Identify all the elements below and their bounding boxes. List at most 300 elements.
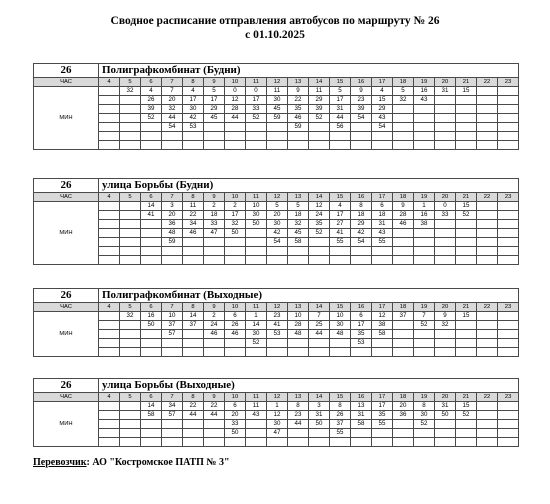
- minute-cell: 33: [246, 105, 267, 114]
- minute-cell: [393, 247, 414, 256]
- route-name: Полиграфкомбинат (Выходные): [99, 289, 519, 303]
- minute-cell: [372, 438, 393, 447]
- minute-cell: [120, 339, 141, 348]
- minute-cell: 52: [456, 211, 477, 220]
- hour-cell: 16: [351, 393, 372, 402]
- minute-cell: [204, 420, 225, 429]
- minute-cell: [120, 123, 141, 132]
- minute-cell: [435, 229, 456, 238]
- hour-cell: 12: [267, 393, 288, 402]
- minute-cell: 30: [183, 105, 204, 114]
- minute-cell: [414, 132, 435, 141]
- minutes-row: [34, 247, 519, 256]
- minute-cell: 33: [204, 220, 225, 229]
- minute-cell: 4: [330, 202, 351, 211]
- hour-cell: 19: [414, 193, 435, 202]
- minute-cell: [99, 348, 120, 357]
- hour-cell: 16: [351, 78, 372, 87]
- minute-cell: 37: [183, 321, 204, 330]
- schedule-table-1: [33, 178, 519, 265]
- minute-cell: 8: [414, 402, 435, 411]
- minute-cell: 46: [393, 220, 414, 229]
- minute-cell: [393, 105, 414, 114]
- minute-cell: 47: [204, 229, 225, 238]
- hours-row: [34, 193, 519, 202]
- minute-cell: [183, 420, 204, 429]
- route-name: Полиграфкомбинат (Будни): [99, 64, 519, 78]
- minute-cell: [393, 420, 414, 429]
- hour-cell: 21: [456, 393, 477, 402]
- minute-cell: 45: [288, 229, 309, 238]
- minute-cell: 42: [351, 229, 372, 238]
- hour-cell: 23: [498, 78, 519, 87]
- minute-cell: [120, 114, 141, 123]
- minute-cell: [351, 247, 372, 256]
- minute-cell: [162, 132, 183, 141]
- minute-cell: 15: [456, 402, 477, 411]
- minute-cell: [372, 348, 393, 357]
- minute-cell: [477, 96, 498, 105]
- minute-cell: 54: [372, 123, 393, 132]
- hour-cell: 22: [477, 78, 498, 87]
- minute-cell: 53: [183, 123, 204, 132]
- minute-cell: 14: [183, 312, 204, 321]
- hour-cell: 19: [414, 393, 435, 402]
- minute-cell: 32: [435, 321, 456, 330]
- minute-cell: [414, 229, 435, 238]
- minute-cell: [99, 312, 120, 321]
- minute-cell: [498, 105, 519, 114]
- minute-cell: [309, 256, 330, 265]
- minute-cell: [162, 429, 183, 438]
- minute-cell: 27: [330, 220, 351, 229]
- minute-cell: 45: [267, 105, 288, 114]
- minute-cell: [309, 123, 330, 132]
- minute-cell: [120, 238, 141, 247]
- hour-cell: 22: [477, 303, 498, 312]
- minute-cell: 10: [246, 202, 267, 211]
- minute-cell: 16: [414, 211, 435, 220]
- minute-cell: [477, 339, 498, 348]
- minute-cell: [120, 211, 141, 220]
- minute-cell: 17: [225, 211, 246, 220]
- minute-cell: [141, 420, 162, 429]
- minute-cell: [267, 141, 288, 150]
- minute-cell: [435, 132, 456, 141]
- minute-cell: [456, 220, 477, 229]
- minute-cell: [99, 114, 120, 123]
- minutes-row: [34, 312, 519, 321]
- minute-cell: [99, 247, 120, 256]
- minute-cell: [351, 123, 372, 132]
- minute-cell: 7: [414, 312, 435, 321]
- minute-cell: [204, 132, 225, 141]
- minute-cell: [288, 132, 309, 141]
- minute-cell: [99, 411, 120, 420]
- minute-cell: 17: [330, 96, 351, 105]
- hour-cell: 17: [372, 303, 393, 312]
- minute-cell: 50: [246, 220, 267, 229]
- minute-cell: [498, 312, 519, 321]
- minute-cell: [456, 321, 477, 330]
- minute-cell: 35: [351, 330, 372, 339]
- minute-cell: [477, 348, 498, 357]
- minute-cell: 17: [246, 96, 267, 105]
- hour-cell: 7: [162, 393, 183, 402]
- minute-cell: 31: [372, 220, 393, 229]
- minute-cell: [267, 438, 288, 447]
- minute-cell: [120, 438, 141, 447]
- minute-cell: 55: [372, 420, 393, 429]
- minute-cell: [141, 238, 162, 247]
- minute-cell: [477, 330, 498, 339]
- minute-cell: [99, 229, 120, 238]
- minute-cell: [99, 96, 120, 105]
- minute-cell: 6: [225, 402, 246, 411]
- hour-cell: 10: [225, 193, 246, 202]
- minute-cell: [414, 247, 435, 256]
- minute-cell: [267, 132, 288, 141]
- hour-cell: 8: [183, 78, 204, 87]
- minute-cell: [393, 429, 414, 438]
- minute-cell: [267, 339, 288, 348]
- minute-cell: [183, 141, 204, 150]
- minutes-row: [34, 87, 519, 96]
- minute-cell: [204, 348, 225, 357]
- minutes-row: [34, 411, 519, 420]
- minute-cell: [477, 438, 498, 447]
- minute-cell: 29: [309, 96, 330, 105]
- minute-cell: [183, 256, 204, 265]
- minute-cell: 48: [288, 330, 309, 339]
- minute-cell: [414, 141, 435, 150]
- minute-cell: 18: [288, 211, 309, 220]
- minute-cell: [225, 256, 246, 265]
- minute-cell: [120, 420, 141, 429]
- minute-cell: [372, 132, 393, 141]
- carrier-line: [33, 457, 230, 468]
- minute-cell: 52: [246, 339, 267, 348]
- minute-cell: 22: [204, 402, 225, 411]
- minute-cell: 0: [435, 202, 456, 211]
- minute-cell: [498, 132, 519, 141]
- minute-cell: [372, 429, 393, 438]
- minute-cell: 10: [162, 312, 183, 321]
- minute-cell: 52: [309, 229, 330, 238]
- minute-cell: [120, 429, 141, 438]
- minute-cell: 43: [414, 96, 435, 105]
- minute-cell: [456, 330, 477, 339]
- minute-cell: 23: [267, 312, 288, 321]
- hour-cell: 12: [267, 78, 288, 87]
- minutes-row: [34, 229, 519, 238]
- minute-cell: 22: [183, 211, 204, 220]
- minute-cell: [498, 114, 519, 123]
- minute-cell: 28: [393, 211, 414, 220]
- hour-cell: 20: [435, 193, 456, 202]
- hour-cell: 23: [498, 193, 519, 202]
- minute-cell: [99, 429, 120, 438]
- hour-cell: 14: [309, 303, 330, 312]
- minute-cell: 9: [351, 87, 372, 96]
- minute-cell: [477, 321, 498, 330]
- minute-cell: 57: [162, 411, 183, 420]
- hour-cell: 16: [351, 193, 372, 202]
- minute-cell: [183, 247, 204, 256]
- minute-cell: [498, 211, 519, 220]
- minute-cell: 31: [435, 402, 456, 411]
- hour-cell: 11: [246, 193, 267, 202]
- minute-cell: 44: [204, 411, 225, 420]
- minute-cell: [435, 247, 456, 256]
- minute-cell: [414, 348, 435, 357]
- minute-cell: [162, 339, 183, 348]
- minute-cell: 12: [372, 312, 393, 321]
- minute-cell: 22: [183, 402, 204, 411]
- minute-cell: 38: [414, 220, 435, 229]
- minute-cell: 31: [435, 87, 456, 96]
- minute-cell: 52: [309, 114, 330, 123]
- minute-cell: [456, 141, 477, 150]
- minutes-row: [34, 321, 519, 330]
- minute-cell: 54: [267, 238, 288, 247]
- minute-cell: [435, 348, 456, 357]
- minute-cell: 34: [183, 220, 204, 229]
- minute-cell: 55: [372, 238, 393, 247]
- minute-cell: 50: [309, 420, 330, 429]
- hour-cell: 5: [120, 78, 141, 87]
- route-header-row: [34, 289, 519, 303]
- minute-cell: 1: [267, 402, 288, 411]
- minute-cell: [477, 229, 498, 238]
- minute-cell: [456, 429, 477, 438]
- minute-cell: [120, 105, 141, 114]
- hour-cell: 22: [477, 393, 498, 402]
- minute-cell: [330, 247, 351, 256]
- minute-cell: [225, 348, 246, 357]
- schedule-grid: [33, 378, 519, 447]
- minute-cell: 44: [183, 411, 204, 420]
- route-name: улица Борьбы (Выходные): [99, 379, 519, 393]
- hour-cell: 18: [393, 393, 414, 402]
- minute-cell: [309, 132, 330, 141]
- minute-cell: [435, 420, 456, 429]
- route-number: 26: [34, 64, 99, 78]
- minute-cell: 1: [414, 202, 435, 211]
- minute-cell: 13: [351, 402, 372, 411]
- minute-cell: 54: [351, 238, 372, 247]
- minute-cell: 11: [183, 202, 204, 211]
- minute-cell: [498, 420, 519, 429]
- minute-cell: 15: [456, 312, 477, 321]
- minutes-row: [34, 256, 519, 265]
- minute-cell: 35: [309, 220, 330, 229]
- carrier-value: : АО "Костромское ПАТП № 3": [86, 457, 230, 468]
- route-header-row: [34, 64, 519, 78]
- minute-cell: [162, 247, 183, 256]
- hour-cell: 6: [141, 193, 162, 202]
- hour-label: ЧАС: [34, 78, 99, 87]
- minute-cell: [204, 123, 225, 132]
- minute-cell: [204, 141, 225, 150]
- minute-cell: [498, 229, 519, 238]
- minute-cell: [477, 247, 498, 256]
- minute-cell: [141, 348, 162, 357]
- minute-cell: [225, 238, 246, 247]
- minute-cell: 24: [309, 211, 330, 220]
- minute-cell: [141, 123, 162, 132]
- minute-cell: 30: [267, 96, 288, 105]
- minute-cell: [330, 256, 351, 265]
- minute-cell: [330, 141, 351, 150]
- minute-cell: [120, 321, 141, 330]
- minute-cell: 37: [393, 312, 414, 321]
- minutes-label: МИН: [34, 202, 99, 265]
- minute-cell: 10: [288, 312, 309, 321]
- minute-cell: [162, 141, 183, 150]
- minute-cell: 28: [225, 105, 246, 114]
- minute-cell: [99, 402, 120, 411]
- minute-cell: 28: [288, 321, 309, 330]
- minute-cell: [183, 438, 204, 447]
- minute-cell: 31: [330, 105, 351, 114]
- minute-cell: [435, 238, 456, 247]
- minute-cell: [288, 339, 309, 348]
- minute-cell: [288, 247, 309, 256]
- minute-cell: [435, 105, 456, 114]
- minute-cell: 31: [309, 411, 330, 420]
- minute-cell: [288, 256, 309, 265]
- minute-cell: [435, 438, 456, 447]
- minute-cell: 18: [372, 211, 393, 220]
- minute-cell: [267, 256, 288, 265]
- hour-cell: 14: [309, 393, 330, 402]
- minute-cell: [246, 438, 267, 447]
- minutes-row: [34, 105, 519, 114]
- minute-cell: [120, 402, 141, 411]
- minute-cell: 15: [456, 202, 477, 211]
- minute-cell: [477, 105, 498, 114]
- minutes-row: [34, 438, 519, 447]
- minute-cell: [225, 123, 246, 132]
- minute-cell: [498, 247, 519, 256]
- minute-cell: 16: [414, 87, 435, 96]
- hour-cell: 12: [267, 303, 288, 312]
- minute-cell: 42: [267, 229, 288, 238]
- minute-cell: 18: [204, 211, 225, 220]
- minute-cell: 4: [141, 87, 162, 96]
- minute-cell: [435, 96, 456, 105]
- minute-cell: 30: [267, 220, 288, 229]
- minute-cell: 20: [225, 411, 246, 420]
- minute-cell: 20: [162, 211, 183, 220]
- minute-cell: [414, 114, 435, 123]
- minute-cell: [183, 348, 204, 357]
- carrier-label: Перевозчик: [33, 457, 87, 468]
- minutes-row: [34, 429, 519, 438]
- hour-cell: 23: [498, 393, 519, 402]
- minute-cell: 16: [141, 312, 162, 321]
- hour-cell: 19: [414, 303, 435, 312]
- minutes-row: [34, 114, 519, 123]
- minute-cell: [120, 220, 141, 229]
- minute-cell: [477, 87, 498, 96]
- minute-cell: [477, 211, 498, 220]
- hour-cell: 14: [309, 193, 330, 202]
- minute-cell: [414, 238, 435, 247]
- minute-cell: [456, 96, 477, 105]
- minute-cell: [435, 123, 456, 132]
- minute-cell: 17: [372, 402, 393, 411]
- minute-cell: [498, 429, 519, 438]
- minute-cell: [99, 339, 120, 348]
- minute-cell: 44: [309, 330, 330, 339]
- minute-cell: 46: [183, 229, 204, 238]
- minutes-row: [34, 420, 519, 429]
- minute-cell: [183, 330, 204, 339]
- minute-cell: [498, 330, 519, 339]
- minute-cell: [267, 123, 288, 132]
- minute-cell: [351, 438, 372, 447]
- minute-cell: 48: [330, 330, 351, 339]
- minute-cell: 6: [225, 312, 246, 321]
- minutes-row: [34, 141, 519, 150]
- minute-cell: [456, 438, 477, 447]
- minute-cell: [120, 247, 141, 256]
- minute-cell: [351, 141, 372, 150]
- minute-cell: 59: [288, 123, 309, 132]
- minute-cell: [372, 339, 393, 348]
- minute-cell: [246, 229, 267, 238]
- minute-cell: [120, 141, 141, 150]
- minute-cell: [141, 132, 162, 141]
- minute-cell: [435, 429, 456, 438]
- minute-cell: 8: [330, 402, 351, 411]
- minute-cell: [393, 330, 414, 339]
- minute-cell: 12: [309, 202, 330, 211]
- minute-cell: [246, 348, 267, 357]
- minute-cell: 39: [309, 105, 330, 114]
- hour-cell: 13: [288, 393, 309, 402]
- hour-label: ЧАС: [34, 393, 99, 402]
- minute-cell: [309, 348, 330, 357]
- minute-cell: [204, 438, 225, 447]
- minute-cell: [183, 132, 204, 141]
- hour-cell: 6: [141, 78, 162, 87]
- minute-cell: [393, 321, 414, 330]
- minute-cell: 46: [204, 330, 225, 339]
- minutes-row: [34, 348, 519, 357]
- minutes-row: [34, 202, 519, 211]
- minute-cell: [99, 123, 120, 132]
- minute-cell: 45: [204, 114, 225, 123]
- minute-cell: [393, 141, 414, 150]
- minute-cell: 58: [351, 420, 372, 429]
- minute-cell: 54: [351, 114, 372, 123]
- minute-cell: [477, 238, 498, 247]
- schedule-table-3: [33, 378, 519, 447]
- minute-cell: [330, 132, 351, 141]
- minute-cell: 58: [288, 238, 309, 247]
- minute-cell: 36: [162, 220, 183, 229]
- minute-cell: 3: [162, 202, 183, 211]
- minute-cell: [330, 339, 351, 348]
- minute-cell: 58: [372, 330, 393, 339]
- minute-cell: [162, 348, 183, 357]
- route-number: 26: [34, 379, 99, 393]
- minute-cell: 2: [225, 202, 246, 211]
- minute-cell: 32: [120, 312, 141, 321]
